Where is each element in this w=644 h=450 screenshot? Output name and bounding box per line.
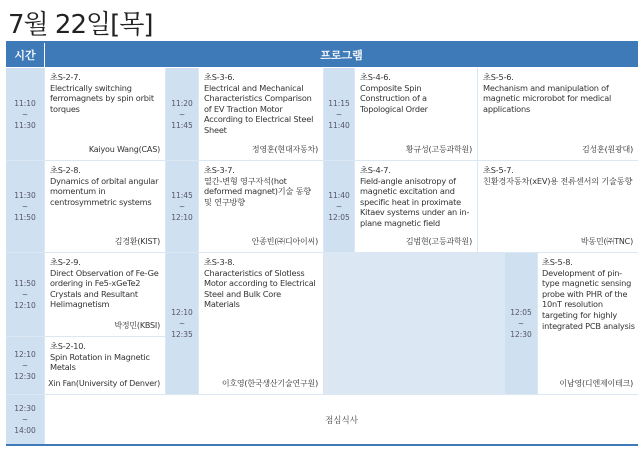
session-s2-8[interactable]: 초S-2-8. Dynamics of orbital angular momentum in centrosymmetric systems 김경환(KIST) xyxy=(45,161,165,252)
session-s5-6[interactable]: 초S-5-6. Mechanism and manipulation of magnetic microrobot for medical applications 김성훈(원광대) xyxy=(478,68,638,160)
session-s2-9[interactable]: 초S-2-9. Direct Observation of Fe-Ge ordering in Fe5-xGeTe2 Crystals and Resultant Helimagnetism 박정민(KBSI) xyxy=(45,253,165,336)
header-program: 프로그램 xyxy=(45,43,638,67)
time-slot-1: 11:10 ~ 11:30 xyxy=(6,68,44,160)
table-bottom-border xyxy=(6,444,638,446)
time-slot-5: 12:30 ~ 14:00 xyxy=(6,395,44,444)
session-s4-6[interactable]: 초S-4-6. Composite Spin Construction of a Topological Order 황규성(고등과학원) xyxy=(355,68,477,160)
session-s3-7[interactable]: 초S-3-7. 열간-변형 영구자석(hot deformed magnet)기술 동향 및 연구방향 안종빈(㈜디아이씨) xyxy=(199,161,323,252)
session-s5-8[interactable]: 초S-5-8. Development of pin-type magnetic sensing probe with PHR of the 10nT resolution targeting for highly integrated PCB analysis 이남영(디엔제이테크) xyxy=(538,253,638,394)
track3-time-3: 12:10 ~ 12:35 xyxy=(166,253,198,394)
lunch-row: 점심식사 xyxy=(45,395,638,444)
track5-time-1: 12:05 ~ 12:30 xyxy=(505,253,537,394)
track4-time-1: 11:15 ~ 11:40 xyxy=(324,68,354,160)
session-s4-7[interactable]: 초S-4-7. Field-angle anisotropy of magnetic excitation and specific heat in proximate Kitaev systems under an in-plane magnetic field 김범현(고등과학원) xyxy=(355,161,477,252)
track3-time-2: 11:45 ~ 12:10 xyxy=(166,161,198,252)
time-slot-4: 12:10 ~ 12:30 xyxy=(6,337,44,394)
session-s2-10[interactable]: 초S-2-10. Spin Rotation in Magnetic Metals Xin Fan(University of Denver) xyxy=(45,337,165,394)
session-s3-8[interactable]: 초S-3-8. Characteristics of Slotless Motor according to Electrical Steel and Bulk Core Materials 이호영(한국생산기술연구원) xyxy=(199,253,323,394)
header-time: 시간 xyxy=(6,43,44,67)
time-slot-2: 11:30 ~ 11:50 xyxy=(6,161,44,252)
time-slot-3: 11:50 ~ 12:10 xyxy=(6,253,44,336)
session-s5-7[interactable]: 초S-5-7. 친환경자동차(xEV)용 전류센서의 기술동향 박동민(㈜TNC) xyxy=(478,161,638,252)
session-s3-6[interactable]: 초S-3-6. Electrical and Mechanical Characteristics Comparison of EV Traction Motor According to Electrical Steel Sheet 정영훈(현대자동차) xyxy=(199,68,323,160)
track4-time-2: 11:40 ~ 12:05 xyxy=(324,161,354,252)
session-s2-7[interactable]: 초S-2-7. Electrically switching ferromagnets by spin orbit torques Kaiyou Wang(CAS) xyxy=(45,68,165,160)
track3-time-1: 11:20 ~ 11:45 xyxy=(166,68,198,160)
page-title: 7월 22일[목] xyxy=(8,10,153,40)
